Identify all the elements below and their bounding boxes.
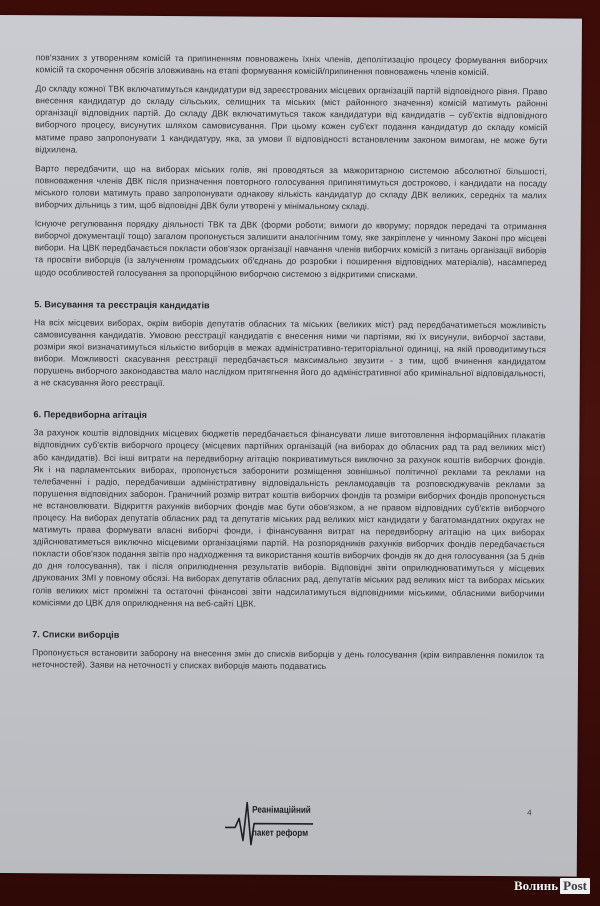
watermark-text: Волинь bbox=[514, 878, 559, 893]
paragraph: пов'язаних з утворенням комісій та припиненням повноважень їхніх членів, деполітизацію процесу формування виборчих комісій та скорочення обсягів зловживань на етапі формування комісій/припинення повноважень членів комісій. bbox=[35, 52, 548, 78]
paragraph: Існуюче регулювання порядку діяльності ТВК та ДВК (форми роботи; вимоги до кворуму; порядок передачі та отримання виборчої документації тощо) загалом пропонується залишити аналогічним тому, яке закріплене у чинному Законі про місцеві вибори. На ЦВК передбачається покласти обов'язок організації навчання членів виборчих комісій з питань організації виборів та просвіти виборців (із залученням громадських об'єднань до розробки і поширення відповідних матеріалів), насамперед щодо особливостей голосування за пропорційною виборчою системою з відкритими списками. bbox=[34, 218, 547, 280]
section-heading: 7. Списки виборців bbox=[32, 628, 120, 640]
document-page bbox=[0, 15, 582, 877]
publisher-watermark bbox=[512, 878, 590, 894]
logo-text-line2: пакет реформ bbox=[251, 827, 309, 839]
paragraph: До складу кожної ТВК включатимуться кандидатури від зареєстрованих місцевих організацій партій відповідного рівня. Право внесення кандидатур до складу сільських, селищних та міських (міст районного значення) комісій матимуть районні організації відповідних партій. До складу ДВК включатимуться також кандидатури від кандидатів – суб'єктів відповідного виборчого процесу, висунутих шляхом самовисування. При цьому кожен суб'єкт подання кандидатур до складу комісій матиме право запропонувати 1 кандидатуру, яка, за умови її відповідності встановленим законом вимогам, не може бути відхилена. bbox=[35, 83, 548, 155]
logo-text-line1: Реанімаційний bbox=[252, 804, 311, 816]
paragraph: На всіх місцевих виборах, окрім виборів депутатів обласних та міських (великих міст) рад передбачатиметься можливість самовисування кандидатів. Умовою реєстрації кандидатів є внесення ними чи партіями, які їх висунули, виборчої застави, розміри якої визначатимуться кількістю виборців в межах адміністративно-територіальної одиниці, на якій проводитимуться вибори. Можливості скасування реєстрації передбачається максимально звузити - з тим, щоб вчинення кандидатом порушень виборчого законодавства мало наслідком притягнення його до адміністративної або кримінальної відповідальності, а не скасування його реєстрації. bbox=[33, 316, 547, 389]
section-heading: 6. Передвиборна агітація bbox=[33, 409, 148, 421]
paragraph: Пропонується встановити заборону на внесення змін до списків виборців у день голосування (крім виправлення помилок та неточностей). Заяви на неточності у списках виборців мають подаватись bbox=[32, 647, 545, 671]
reanimation-package-logo bbox=[225, 800, 315, 847]
watermark-badge: Post bbox=[560, 878, 590, 894]
paragraph: Варто передбачити, що на виборах міських голів, які проводяться за мажоритарною системою абсолютної більшості, повноваження членів ДВК після призначення повторного голосування припинятимуться достроково, і кандидати на посаду міського голови матимуть право запропонувати однакову кількість кандидатур до складу ДВК великих, середніх та малих виборчих дільниць з тим, щоб відповідні ДВК були утворені у мінімальному складі. bbox=[34, 162, 548, 212]
page-number: 4 bbox=[527, 808, 532, 818]
paragraph: За рахунок коштів відповідних місцевих бюджетів передбачається фінансувати лише виготовлення інформаційних плакатів відповідних суб'єктів виборчого процесу (місцевих партійних організацій (на виборах до обласних рад та рад великих міст) або кандидатів). Всі інші витрати на передвиборну агітацію покриватимуться виключно за рахунок коштів виборчих фондів. Як і на парламентських виборах, пропонується заборонити розміщення зовнішньої політичної реклами та реклами на телебаченні і радіо, передбачивши адміністративну відповідальність рекламодавців та розповсюджувачів реклами за порушення відповідних заборон. Граничний розмір витрат коштів виборчих фондів та розміри виборчих фондів пропонується не встановлювати. Відкриття рахунків виборчих фондів має бути обов'язком, а не правом відповідних суб'єктів виборчого процесу. На виборах депутатів обласних рад та депутатів міських рад великих міст кандидати у багатомандатних округах не матимуть права формувати власні виборчі фонди, і фінансування витрат на передвиборну агітацію на цих виборах здійснюватиметься виключно місцевими організаціями партій. На розпорядників рахунків виборчих фондів передбачається покласти обов'язок подання звітів про надходження та використання коштів виборчих фондів як до дня голосування (за 5 днів до дня голосування), так і після оприлюднення результатів виборів. Відповідні звіти оприлюднюватимуться у місцевих друкованих ЗМІ у повному обсязі. На виборах депутатів обласних рад, депутатів міських рад великих міст та виборах міських голів великих міст проміжні та остаточні фінансові звіти надсилатимуться відповідними міськими, обласними виборчими комісіями до ЦВК для оприлюднення на веб-сайті ЦВК. bbox=[32, 427, 546, 609]
page-footer bbox=[0, 799, 577, 863]
document-body bbox=[32, 51, 548, 680]
section-heading: 5. Висування та реєстрація кандидатів bbox=[34, 298, 210, 310]
